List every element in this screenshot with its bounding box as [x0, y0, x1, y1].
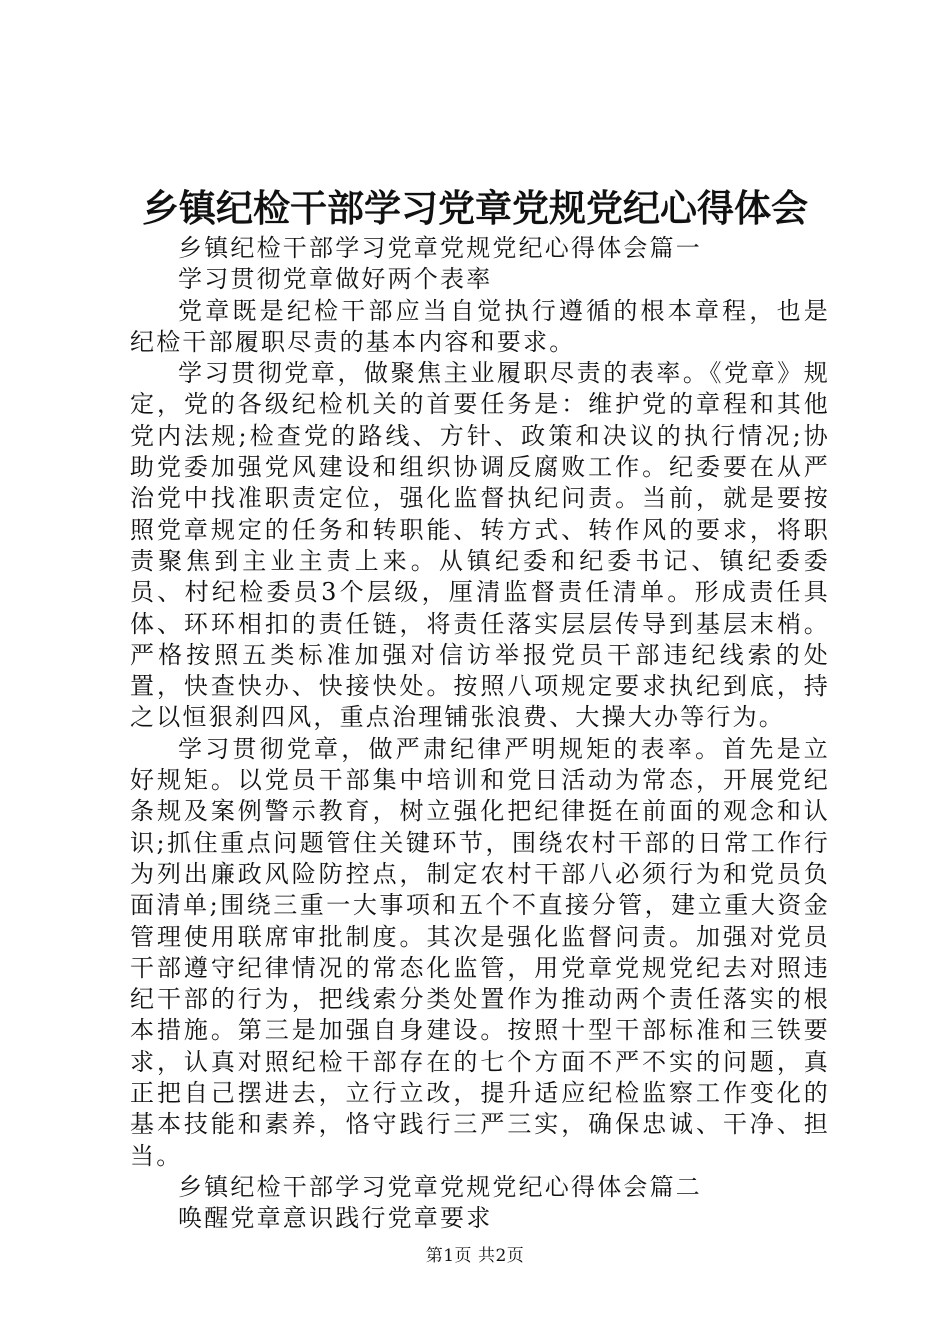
- paragraph-focus-duty: 学习贯彻党章，做聚焦主业履职尽责的表率。《党章》规定，党的各级纪检机关的首要任务是：维护党的章程和其他党内法规;检查党的路线、方针、政策和决议的执行情况;协助党委加强党风建设和组织协调反腐败工作。纪委要在从严治党中找准职责定位，强化监督执纪问责。当前，就是要按照党章规定的任务和转职能、转方式、转作风的要求，将职责聚焦到主业主责上来。从镇纪委和纪委书记、镇纪委委员、村纪检委员3个层级，厘清监督责任清单。形成责任具体、环环相扣的责任链，将责任落实层层传导到基层末梢。严格按照五类标准加强对信访举报党员干部违纪线索的处置，快查快办、快接快处。按照八项规定要求执纪到底，持之以恒狠刹四风，重点治理铺张浪费、大操大办等行为。: [130, 359, 830, 732]
- subheading-2: 唤醒党章意识践行党章要求: [178, 1204, 493, 1233]
- document-title: 乡镇纪检干部学习党章党规党纪心得体会: [142, 187, 808, 230]
- paragraph-intro: 党章既是纪检干部应当自觉执行遵循的根本章程，也是纪检干部履职尽责的基本内容和要求。: [130, 296, 830, 356]
- subheading-1: 学习贯彻党章做好两个表率: [178, 265, 493, 294]
- section-heading-2: 乡镇纪检干部学习党章党规党纪心得体会篇二: [178, 1172, 702, 1201]
- section-heading-1: 乡镇纪检干部学习党章党规党纪心得体会篇一: [178, 234, 702, 262]
- document-body: [130, 233, 830, 1235]
- paragraph-discipline: 学习贯彻党章，做严肃纪律严明规矩的表率。首先是立好规矩。以党员干部集中培训和党日活动为常态，开展党纪条规及案例警示教育，树立强化把纪律挺在前面的观念和认识;抓住重点问题管住关键环节，围绕农村干部的日常工作行为列出廉政风险防控点，制定农村干部八必须行为和党员负面清单;围绕三重一大事项和五个不直接分管，建立重大资金管理使用联席审批制度。其次是强化监督问责。加强对党员干部遵守纪律情况的常态化监管，用党章党规党纪去对照违纪干部的行为，把线索分类处置作为推动两个责任落实的根本措施。第三是加强自身建设。按照十型干部标准和三铁要求，认真对照纪检干部存在的七个方面不严不实的问题，真正把自己摆进去，立行立改，提升适应纪检监察工作变化的基本技能和素养，恪守践行三严三实，确保忠诚、干净、担当。: [130, 734, 830, 1170]
- page-footer: 第1页 共2页: [425, 1246, 525, 1266]
